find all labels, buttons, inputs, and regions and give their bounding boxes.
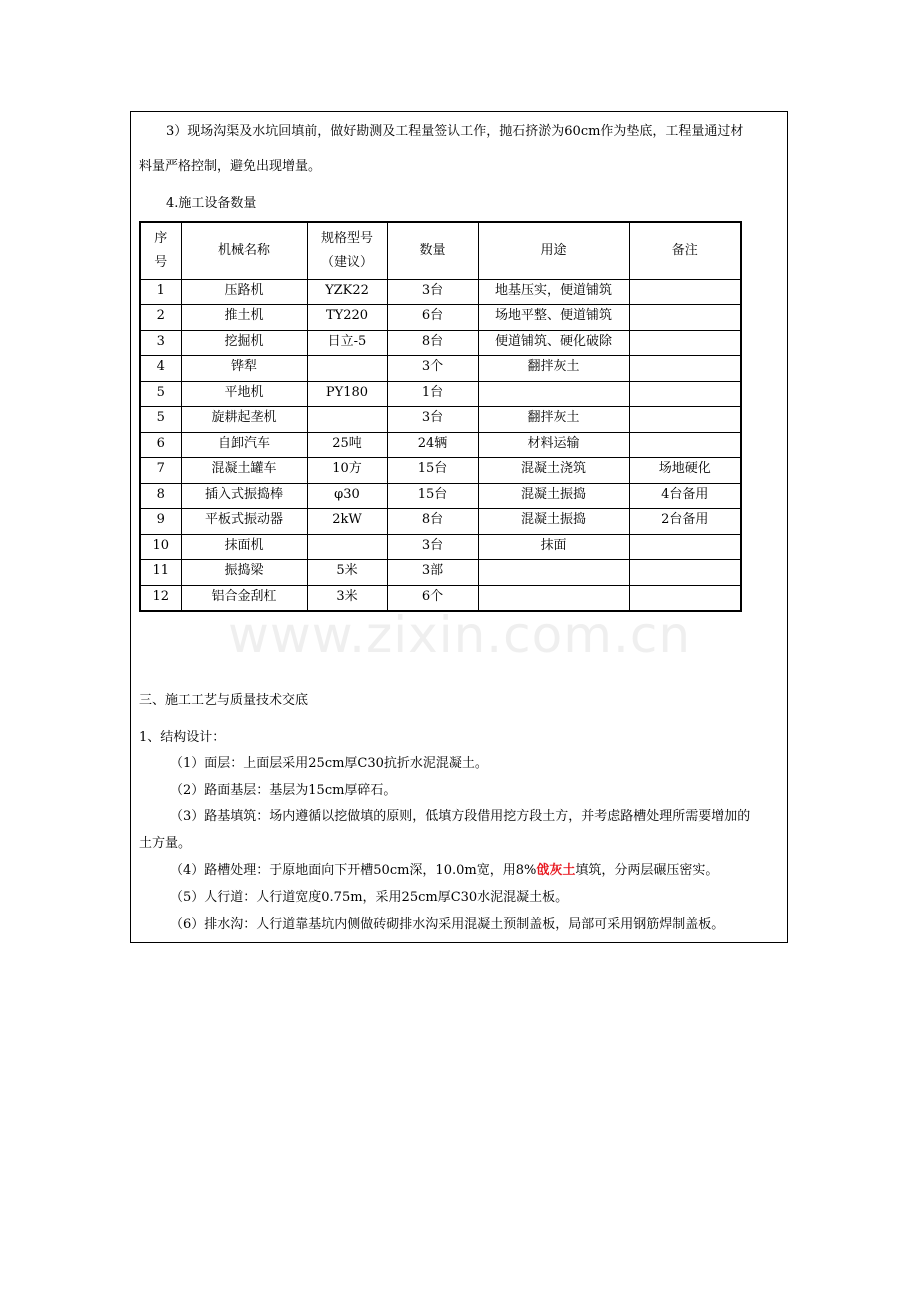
cell-use: 混凝土振捣 — [478, 483, 629, 509]
cell-no: 3 — [140, 330, 181, 356]
cell-use: 抹面 — [478, 534, 629, 560]
cell-use: 材料运输 — [478, 432, 629, 458]
cell-spec — [307, 356, 387, 382]
cell-spec: 10方 — [307, 458, 387, 484]
cell-spec — [307, 407, 387, 433]
cell-name: 旋耕起垄机 — [181, 407, 307, 433]
cell-note — [629, 305, 741, 331]
cell-no: 12 — [140, 585, 181, 611]
cell-name: 挖掘机 — [181, 330, 307, 356]
cell-note: 场地硬化 — [629, 458, 741, 484]
cell-no: 6 — [140, 432, 181, 458]
cell-qty: 3台 — [387, 407, 478, 433]
cell-no: 2 — [140, 305, 181, 331]
table-header-row — [140, 222, 741, 279]
cell-note — [629, 330, 741, 356]
cell-spec: 3米 — [307, 585, 387, 611]
paragraph-3b: 土方量。 — [139, 836, 192, 851]
cell-note — [629, 381, 741, 407]
cell-note — [629, 432, 741, 458]
cell-no: 4 — [140, 356, 181, 382]
watermark: www.zixin.com.cn — [228, 606, 692, 664]
cell-no: 1 — [140, 279, 181, 305]
table-row — [140, 534, 741, 560]
paragraph-3a: （3）路基填筑：场内遵循以挖做填的原则，低填方段借用挖方段土方，并考虑路槽处理所需要增加的 — [170, 809, 751, 824]
cell-name: 平地机 — [181, 381, 307, 407]
cell-name: 铝合金刮杠 — [181, 585, 307, 611]
cell-qty: 8台 — [387, 509, 478, 535]
cell-spec — [307, 534, 387, 560]
cell-qty: 6台 — [387, 305, 478, 331]
table-row — [140, 381, 741, 407]
table-row — [140, 509, 741, 535]
header-use: 用途 — [478, 222, 629, 279]
cell-name: 铧犁 — [181, 356, 307, 382]
cell-name: 平板式振动器 — [181, 509, 307, 535]
table-row — [140, 279, 741, 305]
cell-name: 振捣梁 — [181, 560, 307, 586]
cell-qty: 3个 — [387, 356, 478, 382]
table-row — [140, 483, 741, 509]
cell-qty: 15台 — [387, 483, 478, 509]
cell-no: 10 — [140, 534, 181, 560]
intro-line-1: 3）现场沟渠及水坑回填前，做好勘测及工程量签认工作，抛石挤淤为60cm作为垫底，工程量通过材 — [166, 124, 744, 139]
cell-qty: 3部 — [387, 560, 478, 586]
cell-no: 5 — [140, 381, 181, 407]
header-no: 序 号 — [140, 222, 181, 279]
paragraph-6: （6）排水沟：人行道靠基坑内侧做砖砌排水沟采用混凝土预制盖板，局部可采用钢筋焊制盖板。 — [170, 917, 725, 932]
intro-line-2: 料量严格控制，避免出现增量。 — [139, 159, 322, 174]
table-row — [140, 432, 741, 458]
table-row — [140, 330, 741, 356]
highlight-text: 戗灰土 — [536, 863, 576, 878]
cell-use: 混凝土浇筑 — [478, 458, 629, 484]
cell-use: 场地平整、便道铺筑 — [478, 305, 629, 331]
cell-note — [629, 407, 741, 433]
cell-note: 4台备用 — [629, 483, 741, 509]
cell-name: 抹面机 — [181, 534, 307, 560]
table-row — [140, 356, 741, 382]
cell-qty: 24辆 — [387, 432, 478, 458]
cell-name: 压路机 — [181, 279, 307, 305]
header-spec: 规格型号 （建议） — [307, 222, 387, 279]
cell-spec: φ30 — [307, 483, 387, 509]
table-row — [140, 407, 741, 433]
cell-use: 便道铺筑、硬化破除 — [478, 330, 629, 356]
section3-sub1: 1、结构设计： — [139, 730, 226, 745]
cell-no: 9 — [140, 509, 181, 535]
cell-note — [629, 356, 741, 382]
cell-use: 地基压实，便道铺筑 — [478, 279, 629, 305]
cell-qty: 8台 — [387, 330, 478, 356]
cell-use — [478, 381, 629, 407]
cell-spec: TY220 — [307, 305, 387, 331]
cell-spec: PY180 — [307, 381, 387, 407]
cell-name: 混凝土罐车 — [181, 458, 307, 484]
header-note: 备注 — [629, 222, 741, 279]
equipment-table — [139, 221, 742, 612]
paragraph-4: （4）路槽处理：于原地面向下开槽50cm深，10.0m宽，用8%戗灰土填筑，分两层碾压密实。 — [170, 863, 719, 878]
cell-spec: 25吨 — [307, 432, 387, 458]
cell-qty: 3台 — [387, 279, 478, 305]
equipment-heading: 4.施工设备数量 — [166, 196, 257, 211]
cell-note: 2台备用 — [629, 509, 741, 535]
cell-use: 翻拌灰土 — [478, 407, 629, 433]
cell-note — [629, 560, 741, 586]
cell-spec: YZK22 — [307, 279, 387, 305]
cell-qty: 3台 — [387, 534, 478, 560]
cell-no: 7 — [140, 458, 181, 484]
cell-name: 自卸汽车 — [181, 432, 307, 458]
cell-qty: 1台 — [387, 381, 478, 407]
cell-spec: 日立-5 — [307, 330, 387, 356]
cell-note — [629, 534, 741, 560]
header-name: 机械名称 — [181, 222, 307, 279]
cell-qty: 6个 — [387, 585, 478, 611]
paragraph-5: （5）人行道：人行道宽度0.75m，采用25cm厚C30水泥混凝土板。 — [170, 890, 569, 905]
cell-spec: 2kW — [307, 509, 387, 535]
cell-use: 混凝土振捣 — [478, 509, 629, 535]
cell-name: 插入式振捣棒 — [181, 483, 307, 509]
section3-title: 三、施工工艺与质量技术交底 — [139, 693, 309, 708]
cell-qty: 15台 — [387, 458, 478, 484]
cell-no: 5 — [140, 407, 181, 433]
cell-spec: 5米 — [307, 560, 387, 586]
cell-no: 11 — [140, 560, 181, 586]
table-row — [140, 560, 741, 586]
cell-use: 翻拌灰土 — [478, 356, 629, 382]
cell-use — [478, 560, 629, 586]
paragraph-2: （2）路面基层：基层为15cm厚碎石。 — [170, 783, 397, 798]
header-qty: 数量 — [387, 222, 478, 279]
paragraph-1: （1）面层：上面层采用25cm厚C30抗折水泥混凝土。 — [170, 756, 488, 771]
table-row — [140, 305, 741, 331]
table-row — [140, 458, 741, 484]
cell-name: 推土机 — [181, 305, 307, 331]
cell-note — [629, 279, 741, 305]
cell-no: 8 — [140, 483, 181, 509]
